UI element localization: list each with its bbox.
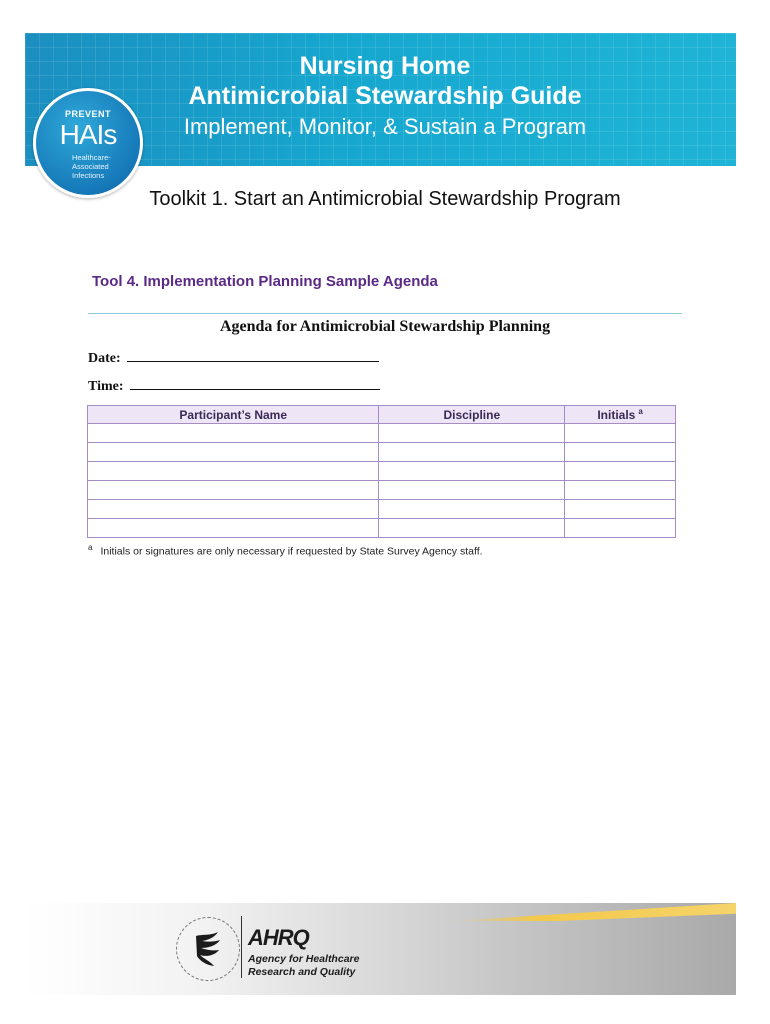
table-row: [88, 462, 676, 481]
guide-subtitle: Implement, Monitor, & Sustain a Program: [183, 114, 587, 139]
discipline-cell[interactable]: [379, 462, 565, 481]
time-label: Time:: [88, 379, 124, 394]
column-header-discipline: Discipline: [379, 406, 565, 424]
logo-subtext: Healthcare-Associated Infections: [72, 153, 111, 180]
agency-name-line1: Agency for Healthcare: [248, 953, 360, 965]
table-row: [88, 481, 676, 500]
participant-name-cell[interactable]: [88, 519, 379, 538]
date-label: Date:: [88, 351, 121, 366]
toolkit-title: Toolkit 1. Start an Antimicrobial Stewardship Program: [149, 188, 621, 210]
date-input-line[interactable]: [127, 349, 379, 362]
column-header-initials: Initials $^a$: [565, 406, 676, 424]
table-footnote: [88, 543, 483, 558]
logo-prevent-text: PREVENT: [64, 109, 111, 119]
participant-name-cell[interactable]: [88, 443, 379, 462]
discipline-cell[interactable]: [379, 519, 565, 538]
participant-name-cell[interactable]: [88, 481, 379, 500]
participant-name-cell[interactable]: [88, 462, 379, 481]
initials-cell[interactable]: [565, 519, 676, 538]
discipline-cell[interactable]: [379, 500, 565, 519]
initials-cell[interactable]: [565, 481, 676, 500]
heading-divider: [88, 313, 682, 314]
initials-cell[interactable]: [565, 424, 676, 443]
participants-table: [87, 405, 676, 538]
participant-name-cell[interactable]: [88, 424, 379, 443]
guide-title-line2: Antimicrobial Stewardship Guide: [188, 82, 582, 110]
initials-cell[interactable]: [565, 500, 676, 519]
discipline-cell[interactable]: [379, 424, 565, 443]
initials-footnote-mark: a: [638, 407, 643, 416]
footnote-text: Initials or signatures are only necessary if requested by State Survey Agency staff.: [100, 545, 483, 558]
discipline-cell[interactable]: [379, 481, 565, 500]
table-header-row: [88, 406, 676, 424]
ahrq-logo: AHRQ: [248, 925, 309, 950]
time-field: [88, 377, 380, 395]
time-input-line[interactable]: [130, 377, 380, 390]
logo-hais-text: HAIs: [59, 119, 117, 150]
table-row: [88, 519, 676, 538]
initials-cell[interactable]: [565, 443, 676, 462]
hhs-eagle-icon: [192, 930, 226, 968]
initials-cell[interactable]: [565, 462, 676, 481]
discipline-cell[interactable]: [379, 443, 565, 462]
footer-divider: [241, 916, 242, 978]
table-row: [88, 424, 676, 443]
agency-name-line2: Research and Quality: [248, 966, 356, 978]
table-row: [88, 500, 676, 519]
table-row: [88, 443, 676, 462]
footnote-mark: a: [88, 543, 93, 552]
date-field: [88, 349, 379, 367]
column-header-participant-name: Participant’s Name: [88, 406, 379, 424]
agenda-title: Agenda for Antimicrobial Stewardship Planning: [219, 318, 551, 335]
guide-title-line1: Nursing Home: [299, 52, 471, 80]
tool-heading: Tool 4. Implementation Planning Sample Agenda: [92, 273, 438, 290]
participant-name-cell[interactable]: [88, 500, 379, 519]
